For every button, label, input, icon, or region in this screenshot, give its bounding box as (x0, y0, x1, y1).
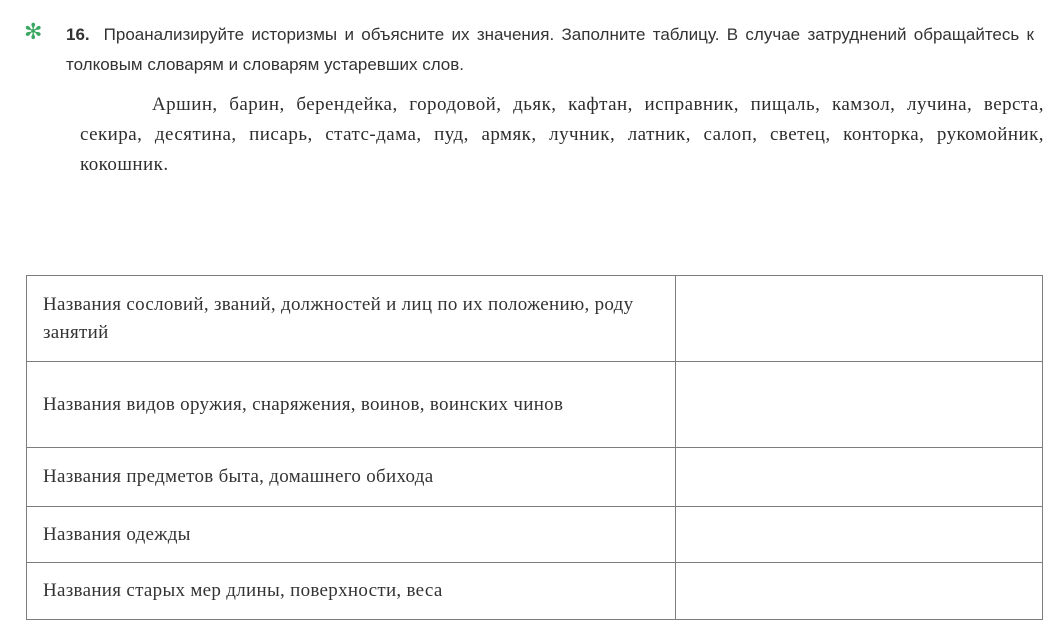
task-header (24, 18, 1034, 80)
answer-cell[interactable] (675, 448, 1042, 507)
instruction-text: Проанализируйте историзмы и объясните их значения. Заполните таблицу. В случае затруднений обращайтесь к толковым словарям и словарям устаревших слов. (66, 25, 1034, 74)
table-row (27, 362, 1043, 448)
answer-cell[interactable] (675, 507, 1042, 563)
answer-cell[interactable] (675, 563, 1042, 620)
table-row (27, 563, 1043, 620)
word-list: Аршин, барин, берендейка, городовой, дьяк, кафтан, исправник, пищаль, камзол, лучина, верста, секира, десятина, писарь, статс-дама, пуд, армяк, лучник, латник, салоп, светец, конторка, рукомойник, кокошник. (80, 94, 1044, 175)
category-cell: Названия старых мер длины, поверхности, веса (27, 563, 676, 620)
task-table (26, 275, 1043, 620)
task-block (24, 18, 1044, 180)
star-icon: ✻ (24, 20, 43, 45)
category-cell: Названия видов оружия, снаряжения, воинов, воинских чинов (27, 362, 676, 448)
category-cell: Названия одежды (27, 507, 676, 563)
task-instruction (66, 20, 1034, 80)
table-row (27, 276, 1043, 362)
category-cell: Названия предметов быта, домашнего обихода (27, 448, 676, 507)
category-cell: Названия сословий, званий, должностей и лиц по их положению, роду занятий (27, 276, 676, 362)
table-row (27, 507, 1043, 563)
answer-cell[interactable] (675, 362, 1042, 448)
table-row (27, 448, 1043, 507)
answer-cell[interactable] (675, 276, 1042, 362)
task-number: 16. (66, 25, 90, 44)
